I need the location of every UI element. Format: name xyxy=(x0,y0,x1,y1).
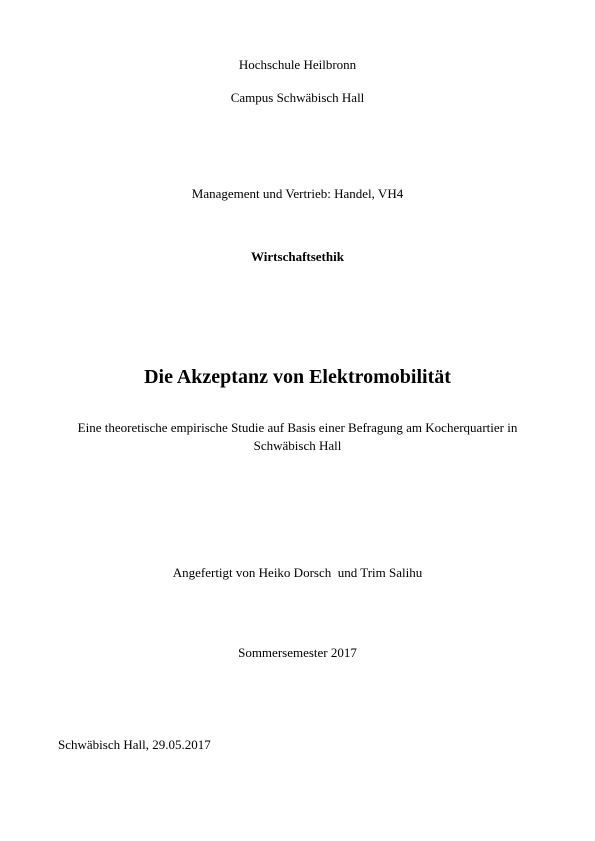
semester: Sommersemester 2017 xyxy=(238,645,357,660)
place-and-date: Schwäbisch Hall, 29.05.2017 xyxy=(58,737,211,752)
document-subtitle xyxy=(0,419,595,455)
subtitle-line-2: Schwäbisch Hall xyxy=(253,438,342,453)
study-program: Management und Vertrieb: Handel, VH4 xyxy=(191,186,404,201)
campus-name: Campus Schwäbisch Hall xyxy=(230,90,365,105)
university-name: Hochschule Heilbronn xyxy=(238,57,357,72)
authors-line: Angefertigt von Heiko Dorsch und Trim Salihu xyxy=(172,565,423,580)
course-name: Wirtschaftsethik xyxy=(251,249,344,264)
document-title: Die Akzeptanz von Elektromobilität xyxy=(144,366,451,388)
subtitle-line-1: Eine theoretische empirische Studie auf Basis einer Befragung am Kocherquartier in xyxy=(77,420,518,435)
